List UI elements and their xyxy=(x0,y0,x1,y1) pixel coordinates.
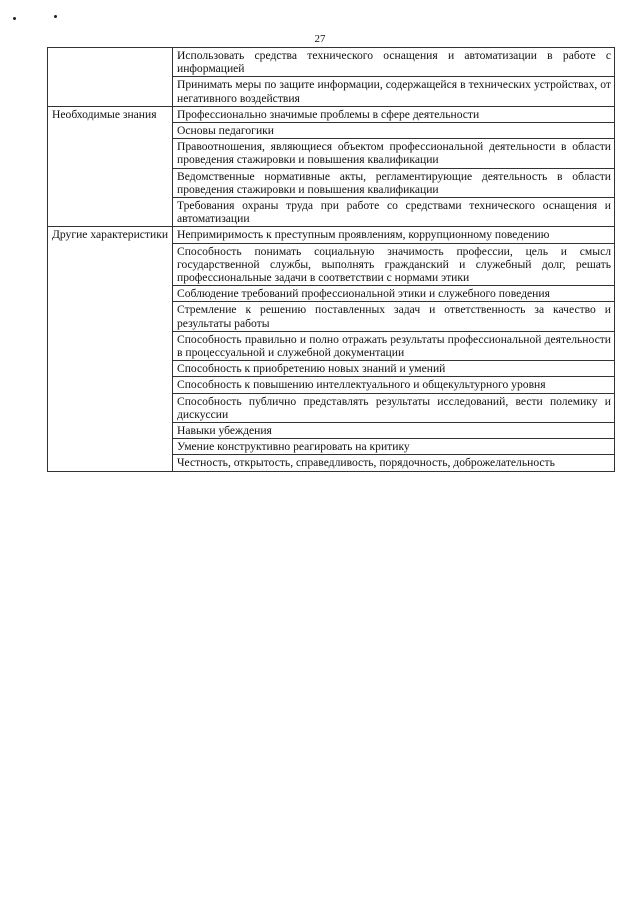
requirement-item: Принимать меры по защите информации, содержащейся в технических устройствах, от негативного воздействия xyxy=(173,77,615,106)
requirement-item: Использовать средства технического оснащения и автоматизации в работе с информацией xyxy=(173,48,615,77)
requirement-item: Способность к приобретению новых знаний и умений xyxy=(173,361,615,377)
requirement-item: Способность публично представлять результаты исследований, вести полемику и дискуссии xyxy=(173,393,615,422)
qualification-table xyxy=(47,47,615,472)
table-row xyxy=(48,227,615,243)
page-number: 27 xyxy=(314,33,326,45)
requirement-item: Стремление к решению поставленных задач и ответственность за качество и результаты работы xyxy=(173,302,615,331)
requirement-item: Способность правильно и полно отражать результаты профессиональной деятельности в процессуальной и служебной документации xyxy=(173,331,615,360)
requirement-item: Ведомственные нормативные акты, регламентирующие деятельность в области проведения стажировки и повышения квалификации xyxy=(173,168,615,197)
requirement-item: Честность, открытость, справедливость, порядочность, доброжелательность xyxy=(173,455,615,471)
requirement-item: Способность к повышению интеллектуального и общекультурного уровня xyxy=(173,377,615,393)
scan-mark-right xyxy=(54,15,57,18)
requirement-item: Непримиримость к преступным проявлениям, коррупционному поведению xyxy=(173,227,615,243)
requirement-item: Профессионально значимые проблемы в сфере деятельности xyxy=(173,106,615,122)
table-body xyxy=(48,48,615,472)
requirement-item: Основы педагогики xyxy=(173,123,615,139)
section-label xyxy=(48,48,173,107)
table-row xyxy=(48,106,615,122)
requirement-item: Требования охраны труда при работе со средствами технического оснащения и автоматизации xyxy=(173,198,615,227)
section-label: Другие характеристики xyxy=(48,227,173,471)
requirement-item: Умение конструктивно реагировать на критику xyxy=(173,439,615,455)
requirement-item: Способность понимать социальную значимость профессии, цель и смысл государственной службы, выполнять гражданский и служебный долг, решать профессиональные задачи в соответствии с нормами этики xyxy=(173,243,615,286)
section-label: Необходимые знания xyxy=(48,106,173,227)
table-row xyxy=(48,48,615,77)
requirement-item: Правоотношения, являющиеся объектом профессиональной деятельности в области проведения стажировки и повышения квалификации xyxy=(173,139,615,168)
requirement-item: Соблюдение требований профессиональной этики и служебного поведения xyxy=(173,286,615,302)
requirement-item: Навыки убеждения xyxy=(173,423,615,439)
scan-mark-left xyxy=(13,17,16,20)
